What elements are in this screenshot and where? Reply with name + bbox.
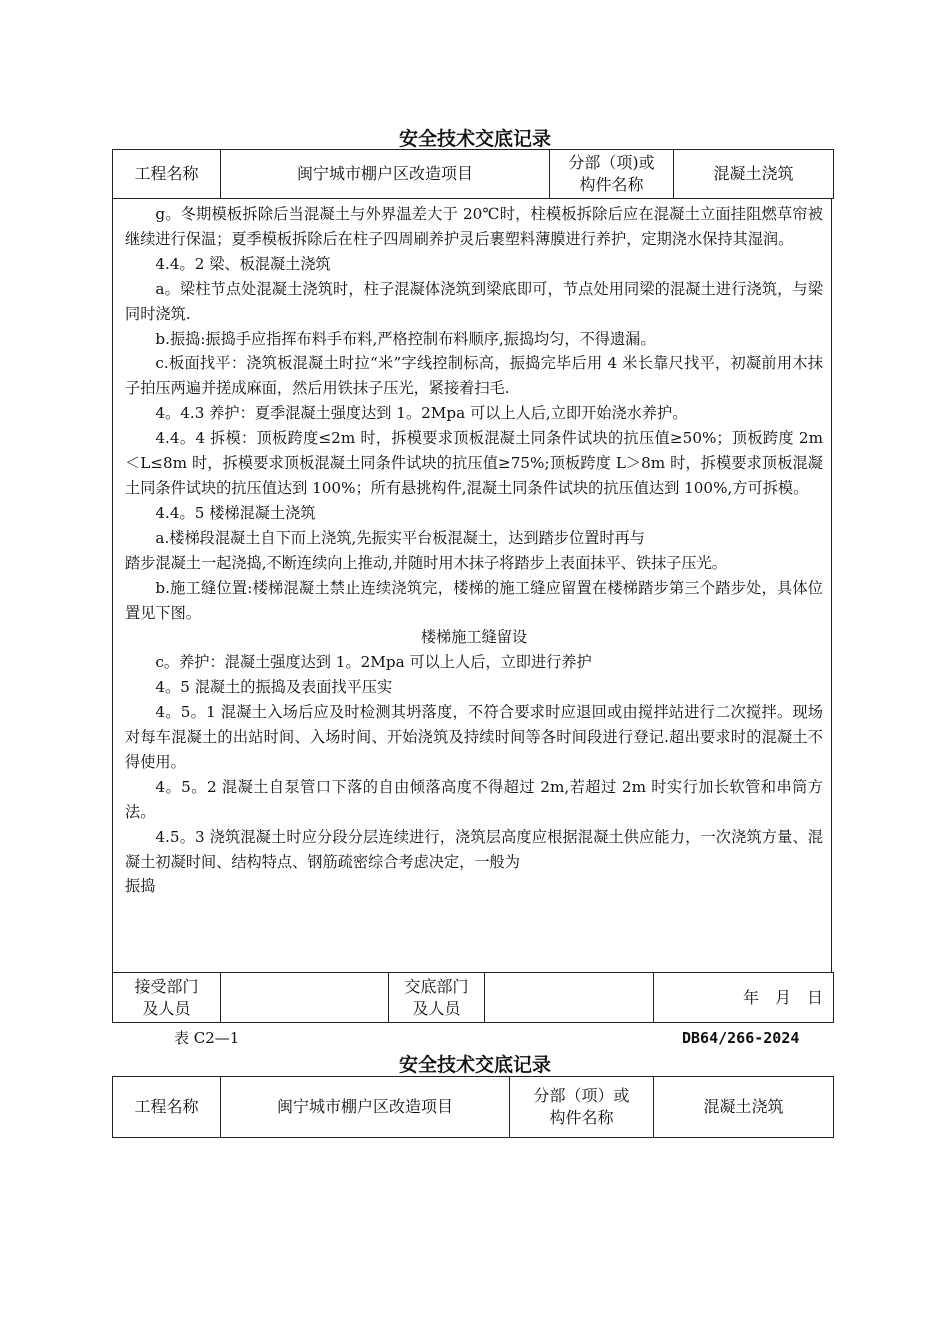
header-table <box>112 149 834 199</box>
issuer-value <box>485 973 654 1023</box>
part-name-value: 混凝土浇筑 <box>654 1077 834 1138</box>
receiver-label-line2: 及人员 <box>142 998 191 1018</box>
part-name-label <box>510 1077 654 1138</box>
paragraph: 4.5。3 浇筑混凝土时应分段分层连续进行，浇筑层高度应根据混凝土供应能力，一次浇筑方量、混凝土初凝时间、结构特点、钢筋疏密综合考虑决定，一般为 <box>125 827 823 871</box>
part-name-label <box>550 150 674 199</box>
paragraph: 振捣 <box>125 877 156 896</box>
part-name-label-line2: 构件名称 <box>579 175 644 194</box>
part-name-value: 混凝土浇筑 <box>674 150 834 199</box>
paragraph: a.楼梯段混凝土自下而上浇筑,先振实平台板混凝土，达到踏步位置时再与 <box>155 528 645 547</box>
paragraph: b.振捣:振捣手应指挥布料手布料,严格控制布料顺序,振捣均匀，不得遗漏。 <box>155 329 656 348</box>
paragraph: 4.4。5 楼梯混凝土浇筑 <box>155 503 316 522</box>
issuer-label-line1: 交底部门 <box>404 976 469 996</box>
receiver-label <box>113 973 221 1023</box>
part-name-label-line1: 分部（项)或 <box>568 153 655 172</box>
page-title: 安全技术交底记录 <box>398 128 551 150</box>
receiver-label-line1: 接受部门 <box>134 976 199 996</box>
standard-number: DB64/266-2024 <box>682 1029 800 1047</box>
paragraph: 4。5。1 混凝土入场后应及时检测其坍落度，不符合要求时应退回或由搅拌站进行二次搅拌。现场对每车混凝土的出站时间、入场时间、开始浇筑及持续时间等各时间段进行登记.超出要求时的混凝土不得使用。 <box>125 703 823 771</box>
signature-table <box>112 972 834 1023</box>
paragraph: 4.4。4 拆模：顶板跨度≤2m 时，拆模要求顶板混凝土同条件试块的抗压值≥50%；顶板跨度 2m＜L≤8m 时，拆模要求顶板混凝土同条件试块的抗压值≥75%;顶板跨度 L＞8m 时，拆模要求顶板混凝土同条件试块的抗压值达到 100%；所有悬挑构件,混凝土同条件试块的抗压值达到 100%,方可拆模。 <box>125 429 823 497</box>
project-name-value: 闽宁城市棚户区改造项目 <box>221 150 550 199</box>
header-table-2 <box>112 1076 834 1138</box>
project-name-value: 闽宁城市棚户区改造项目 <box>221 1077 510 1138</box>
paragraph: 踏步混凝土一起浇捣,不断连续向上推动,并随时用木抹子将踏步上表面抹平、铁抹子压光。 <box>125 553 727 572</box>
project-name-label: 工程名称 <box>113 150 221 199</box>
part-name-label-line1: 分部（项）或 <box>533 1086 630 1105</box>
page-title-2: 安全技术交底记录 <box>398 1054 551 1076</box>
project-name-label: 工程名称 <box>113 1077 221 1138</box>
paragraph: 4.4。2 梁、板混凝土浇筑 <box>155 254 331 273</box>
table-number: 表 C2—1 <box>174 1029 240 1047</box>
paragraph: c。养护：混凝土强度达到 1。2Mpa 可以上人后，立即进行养护 <box>155 653 592 672</box>
paragraph: c.板面找平：浇筑板混凝土时拉“米”字线控制标高，振捣完毕后用 4 米长靠尺找平，初凝前用木抹子拍压两遍并搓成麻面，然后用铁抹子压光，紧接着扫毛. <box>125 354 823 398</box>
issuer-label <box>389 973 485 1023</box>
paragraph: a。梁柱节点处混凝土浇筑时，柱子混凝体浇筑到梁底即可，节点处用同梁的混凝土进行浇筑，与梁同时浇筑. <box>125 279 823 323</box>
issuer-label-line2: 及人员 <box>412 998 461 1018</box>
figure-caption: 楼梯施工缝留设 <box>420 628 528 647</box>
date-field: 年 月 日 <box>654 973 834 1023</box>
paragraph: 4。5。2 混凝土自泵管口下落的自由倾落高度不得超过 2m,若超过 2m 时实行加长软管和串筒方法。 <box>125 777 823 821</box>
paragraph: b.施工缝位置:楼梯混凝土禁止连续浇筑完，楼梯的施工缝应留置在楼梯踏步第三个踏步处，具体位置见下图。 <box>125 578 823 622</box>
paragraph: g。冬期模板拆除后当混凝土与外界温差大于 20℃时，柱模板拆除后应在混凝土立面挂阻燃草帘被继续进行保温；夏季模板拆除后在柱子四周刷养护灵后裹塑料薄膜进行养护，定期浇水保持其湿润。 <box>125 205 823 248</box>
receiver-value <box>221 973 389 1023</box>
part-name-label-line2: 构件名称 <box>549 1108 614 1127</box>
paragraph: 4。5 混凝土的振捣及表面找平压实 <box>155 678 393 697</box>
disclosure-content <box>112 198 832 972</box>
paragraph: 4。4.3 养护：夏季混凝土强度达到 1。2Mpa 可以上人后,立即开始浇水养护。 <box>155 404 688 423</box>
